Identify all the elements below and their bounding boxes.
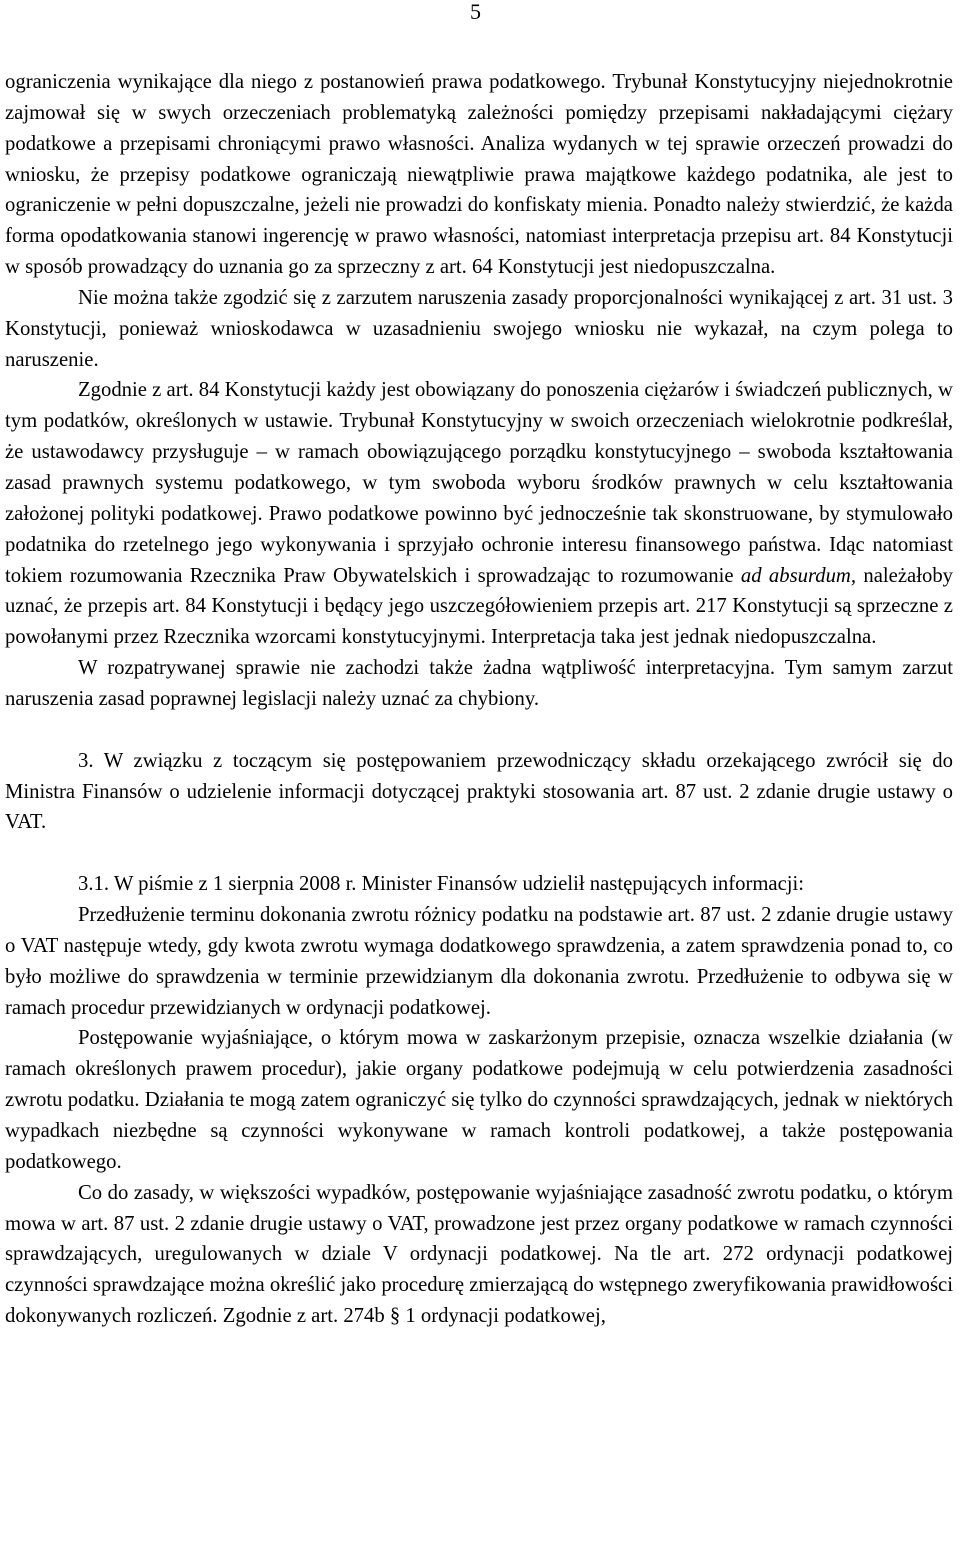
paragraph-proportionality: Nie można także zgodzić się z zarzutem naruszenia zasady proporcjonalności wynikającej z art. 31 ust. 3 Konstytucji, ponieważ wnioskodawca w uzasadnieniu swojego wniosku nie wykazał, na czym polega to naruszenie. bbox=[5, 286, 953, 371]
document-body bbox=[5, 67, 953, 1332]
page-number: 5 bbox=[470, 0, 481, 24]
paragraph-explanatory-proceedings: Postępowanie wyjaśniające, o którym mowa w zaskarżonym przepisie, oznacza wszelkie działania (w ramach określonych prawem procedur), jakie organy podatkowe podejmują w celu potwierdzenia zasadności zwrotu podatku. Działania te mogą zatem ograniczyć się tylko do czynności sprawdzających, jednak w niektórych wypadkach niezbędne są czynności wykonywane w ramach kontroli podatkowej, a także postępowania podatkowego. bbox=[5, 1027, 953, 1173]
paragraph-property-rights: ograniczenia wynikające dla niego z postanowień prawa podatkowego. Trybunał Konstytucyjny niejednokrotnie zajmował się w swych orzeczeniach problematyką zależności pomiędzy przepisami nakładającymi ciężary podatkowe a przepisami chroniącymi prawo własności. Analiza wydanych w tej sprawie orzeczeń prowadzi do wniosku, że przepisy podatkowe ograniczają niewątpliwie prawa majątkowe każdego podatnika, ale jest to ograniczenie w pełni dopuszczalne, jeżeli nie prowadzi do konfiskaty mienia. Ponadto należy stwierdzić, że każda forma opodatkowania stanowi ingerencję w prawo własności, natomiast interpretacja przepisu art. 84 Konstytucji w sposób prowadzący do uznania go za sprzeczny z art. 64 Konstytucji jest niedopuszczalna. bbox=[5, 71, 953, 279]
latin-phrase: ad absurdum, bbox=[740, 564, 857, 587]
paragraph-article-84 bbox=[5, 375, 953, 653]
paragraph-section-3: 3. W związku z toczącym się postępowaniem przewodniczący składu orzekającego zwrócił się do Ministra Finansów o udzielenie informacji dotyczącej praktyki stosowania art. 87 ust. 2 zdanie drugie ustawy o VAT. bbox=[5, 749, 953, 834]
paragraph-article-84-part1: Zgodnie z art. 84 Konstytucji każdy jest obowiązany do ponoszenia ciężarów i świadczeń publicznych, w tym podatków, określonych w ustawie. Trybunał Konstytucyjny w swoich orzeczeniach wielokrotnie podkreślał, że ustawodawcy przysługuje – w ramach obowiązującego porządku konstytucyjnego – swoboda kształtowania zasad prawnych systemu podatkowego, w tym swoboda wyboru środków prawnych w celu kształtowania założonej polityki podatkowej. Prawo podatkowe powinno być jednocześnie tak skonstruowane, by stymulowało podatnika do rzetelnego jego wykonywania i sprzyjało ochronie interesu finansowego państwa. Idąc natomiast tokiem rozumowania Rzecznika Praw Obywatelskich i sprowadzając to rozumowanie bbox=[5, 379, 953, 587]
paragraph-verification: Co do zasady, w większości wypadków, postępowanie wyjaśniające zasadność zwrotu podatku, o którym mowa w art. 87 ust. 2 zdanie drugie ustawy o VAT, prowadzone jest przez organy podatkowe w ramach czynności sprawdzających, uregulowanych w dziale V ordynacji podatkowej. Na tle art. 272 ordynacji podatkowej czynności sprawdzające można określić jako procedurę zmierzającą do wstępnego zweryfikowania prawidłowości dokonywanych rozliczeń. Zgodnie z art. 274b § 1 ordynacji podatkowej, bbox=[5, 1181, 953, 1328]
paragraph-legislation: W rozpatrywanej sprawie nie zachodzi także żadna wątpliwość interpretacyjna. Tym samym zarzut naruszenia zasad poprawnej legislacji należy uznać za chybiony. bbox=[5, 657, 953, 710]
paragraph-article-84-part2: należałoby uznać, że przepis art. 84 Konstytucji i będący jego uszczegółowieniem przepis art. 217 Konstytucji są sprzeczne z powołanymi przez Rzecznika wzorcami konstytucyjnymi. Interpretacja taka jest jednak niedopuszczalna. bbox=[5, 564, 954, 649]
paragraph-extension: Przedłużenie terminu dokonania zwrotu różnicy podatku na podstawie art. 87 ust. 2 zdanie drugie ustawy o VAT następuje wtedy, gdy kwota zwrotu wymaga dodatkowego sprawdzenia, a zatem sprawdzenia ponad to, co było możliwe do sprawdzenia w terminie przewidzianym dla dokonania zwrotu. Przedłużenie to odbywa się w ramach procedur przewidzianych w ordynacji podatkowej. bbox=[5, 904, 953, 1019]
paragraph-section-3-1: 3.1. W piśmie z 1 sierpnia 2008 r. Minister Finansów udzielił następujących informacji: bbox=[78, 873, 805, 896]
